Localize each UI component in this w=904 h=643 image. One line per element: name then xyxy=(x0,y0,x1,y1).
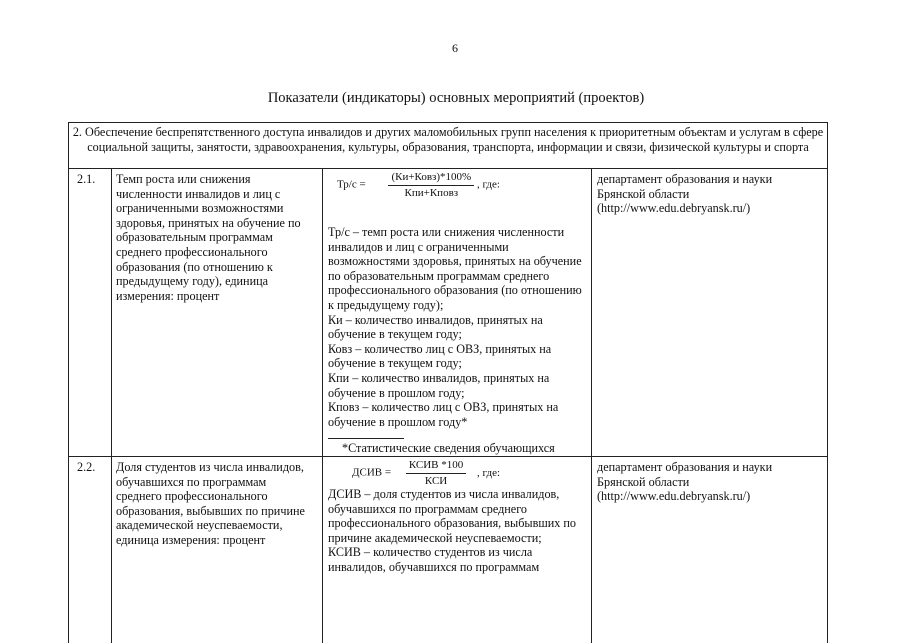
footnote: *Статистические сведения обучающихся xyxy=(342,441,555,455)
formula xyxy=(352,458,500,488)
definition: Тр/с – темп роста или снижения численности инвалидов и лиц с ограниченными возможностями здоровья, принятых на обучение по образовательным программам среднего профессионального образования (по отношению к предыдущему году); xyxy=(328,225,582,312)
formula-denominator: КСИ xyxy=(424,474,448,487)
indicators-table xyxy=(68,122,828,643)
document-title: Показатели (индикаторы) основных мероприятий (проектов) xyxy=(267,90,645,106)
formula-denominator: Кпи+Кповз xyxy=(404,186,459,199)
page-number: 6 xyxy=(452,41,458,55)
definition: КСИВ – количество студентов из числа инвалидов, обучавшихся по программам xyxy=(328,545,540,574)
indicator-name: Темп роста или снижения численности инвалидов и лиц с ограниченными возможностями здоровья, принятых на обучение по образовательным программам среднего профессионального образования (по отношению к предыдущему году), единица измерения: процент xyxy=(116,172,301,303)
definition: ДСИВ – доля студентов из числа инвалидов, обучавшихся по программам среднего профессионального образования, выбывших по причине академической неуспеваемости; xyxy=(328,487,577,545)
responsible-org: департамент образования и науки Брянской области (http://www.edu.debryansk.ru/) xyxy=(597,172,773,216)
row-number: 2.2. xyxy=(77,460,96,474)
footnote-rule xyxy=(328,438,404,439)
formula-fraction xyxy=(388,170,474,200)
row-number: 2.1. xyxy=(77,172,96,186)
formula-lhs: Тр/с = xyxy=(337,178,366,191)
formula-numerator: КСИВ *100 xyxy=(406,458,466,474)
responsible-org: департамент образования и науки Брянской области (http://www.edu.debryansk.ru/) xyxy=(597,460,773,504)
section-header: 2. Обеспечение беспрепятственного доступа инвалидов и других маломобильных групп населения к приоритетным объектам и услугам в сфере социальной защиты, занятости, здравоохранения, культуры, образования, транспорта, информации и связи, физической культуры и спорта xyxy=(72,125,824,154)
row-divider xyxy=(69,456,827,457)
indicator-name: Доля студентов из числа инвалидов, обучавшихся по программам среднего профессионального образования, выбывших по причине академической неуспеваемости, единица измерения: процент xyxy=(116,460,305,547)
formula-tail: , где: xyxy=(477,466,501,479)
definitions xyxy=(328,487,588,575)
column-divider xyxy=(111,168,112,643)
formula xyxy=(337,170,500,200)
formula-fraction xyxy=(406,458,466,488)
definition: Ковз – количество лиц с ОВЗ, принятых на обучение в текущем году; xyxy=(328,341,552,371)
definition: Кповз – количество лиц с ОВЗ, принятых на обучение в прошлом году* xyxy=(328,400,559,429)
column-divider xyxy=(591,168,592,643)
row-divider xyxy=(69,168,827,169)
formula-numerator: (Ки+Ковз)*100% xyxy=(388,170,474,186)
formula-lhs: ДСИВ = xyxy=(352,466,392,479)
definition: Ки – количество инвалидов, принятых на обучение в текущем году; xyxy=(328,312,543,342)
definitions xyxy=(328,225,588,429)
formula-tail: , где: xyxy=(476,178,500,191)
definition: Кпи – количество инвалидов, принятых на обучение в прошлом году; xyxy=(328,370,550,400)
column-divider xyxy=(322,168,323,643)
